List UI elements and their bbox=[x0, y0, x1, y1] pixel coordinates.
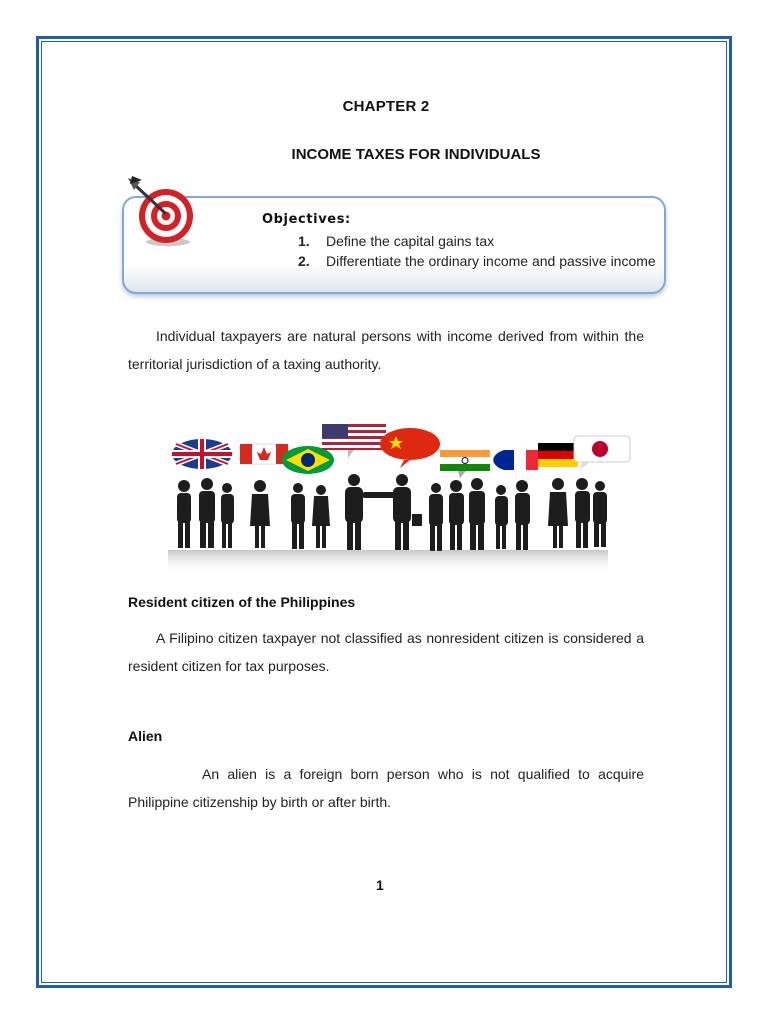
section-body-alien: An alien is a foreign born person who is not qualified to acquire Philippine citizenship by birth or after birth. bbox=[128, 766, 644, 810]
flag-uk-icon bbox=[172, 439, 232, 469]
flag-usa-icon bbox=[322, 424, 386, 458]
intro-paragraph: Individual taxpayers are natural persons with income derived from within the territorial jurisdiction of a taxing authority. bbox=[128, 328, 644, 372]
flag-canada-icon bbox=[240, 444, 288, 464]
target-dart-icon bbox=[122, 174, 202, 248]
section-heading-resident-citizen: Resident citizen of the Philippines bbox=[128, 594, 356, 610]
people-silhouettes bbox=[177, 474, 607, 551]
objectives-heading: Objectives: bbox=[262, 212, 351, 227]
flag-germany-icon bbox=[538, 443, 578, 467]
chapter-label: CHAPTER 2 bbox=[342, 98, 430, 115]
section-heading-alien: Alien bbox=[128, 728, 163, 744]
flag-india-icon bbox=[440, 450, 490, 478]
flag-china-icon bbox=[380, 428, 440, 468]
section-body-resident-citizen: A Filipino citizen taxpayer not classified as nonresident citizen is considered a resident citizen for tax purposes. bbox=[128, 630, 644, 674]
flag-france-icon bbox=[493, 448, 544, 472]
objective-item-2: 2. Differentiate the ordinary income and passive income bbox=[298, 253, 656, 269]
flag-brazil-icon bbox=[282, 446, 334, 474]
objective-item-1: 1. Define the capital gains tax bbox=[298, 233, 495, 249]
people-flags-illustration bbox=[128, 388, 648, 574]
page-number: 1 bbox=[376, 877, 384, 893]
flag-japan-icon bbox=[574, 436, 630, 470]
chapter-title: INCOME TAXES FOR INDIVIDUALS bbox=[291, 146, 541, 163]
